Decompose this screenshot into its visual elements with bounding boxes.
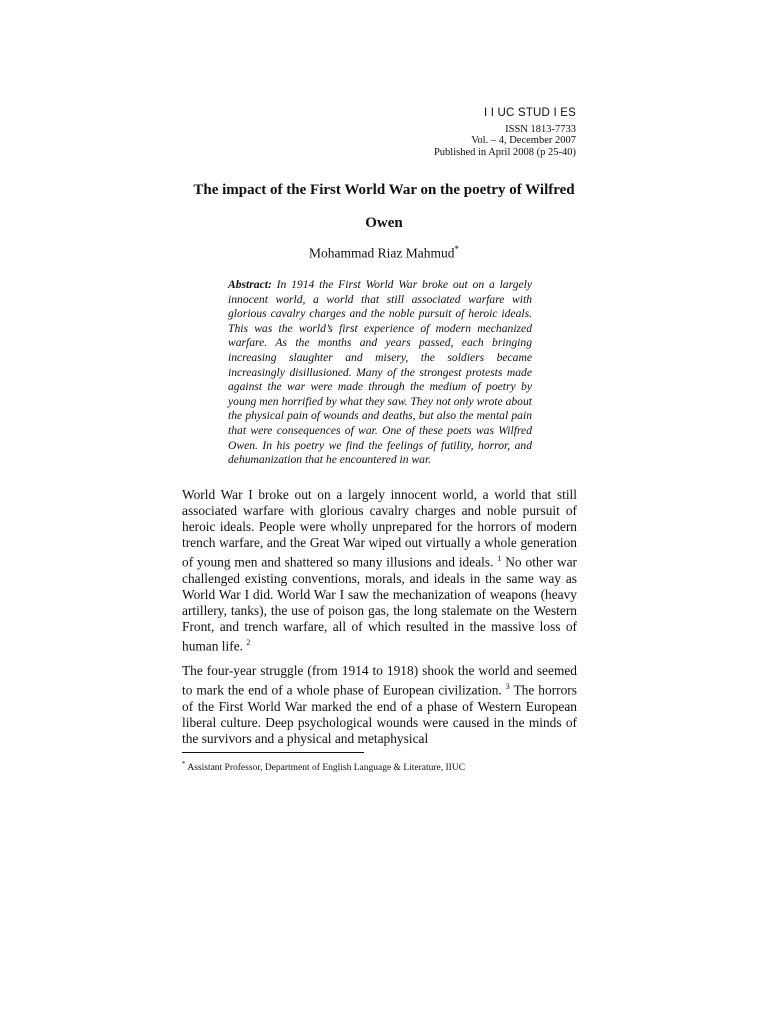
author-name: Mohammad Riaz Mahmud [309,245,455,261]
paragraph-text: No other war challenged existing conventions, morals, and ideals in the same way as World War I did. World War I saw the mechanization of weapons (heavy artillery, tanks), the use of poison gas, the long stalemate on the Western Front, and trench warfare, all of which resulted in the massive loss of human life. [182,554,577,654]
author-line [182,244,586,262]
journal-header [434,108,576,158]
paragraph [182,663,577,747]
paragraph-text: World War I broke out on a largely innocent world, a world that still associated warfare with glorious cavalry charges and noble pursuit of heroic ideals. People were wholly unprepared for the horrors of modern trench warfare, and the Great War wiped out virtually a whole generation of young men and shattered so many illusions and ideals. [182,487,577,570]
issn: ISSN 1813-7733 [505,123,576,135]
paragraph [182,487,577,655]
author-footnote-mark: * [454,244,459,254]
footnote-ref: 1 [497,554,502,564]
volume-info: Vol. – 4, December 2007 [471,135,576,146]
body-text [182,487,577,755]
abstract-label: Abstract: [228,278,272,291]
paper-title: The impact of the First World War on the poetry of Wilfred Owen [193,182,575,231]
footnote-ref: 3 [505,681,510,691]
paragraph-text: The horrors of the First World War marked the end of a phase of Western European liberal culture. Deep psychological wounds were caused in the minds of the survivors and a physical and metaphysical [182,682,577,746]
footnote-text: Assistant Professor, Department of English Language & Literature, IIUC [185,763,466,774]
abstract [228,278,532,468]
footnote-divider [182,752,364,753]
abstract-text: In 1914 the First World War broke out on a largely innocent world, a world that still associated warfare with glorious cavalry charges and the noble pursuit of heroic ideals. This was the world’s first experience of modern mechanized warfare. As the months and years passed, each bringing increasing slaughter and misery, the soldiers became increasingly disillusioned. Many of the strongest protests made against the war were made through the medium of poetry by young men horrified by what they saw. They not only wrote about the physical pain of wounds and deaths, but also the mental pain that were consequences of war. One of these poets was Wilfred Owen. In his poetry we find the feelings of futility, horror, and dehumanization that he encountered in war. [228,278,532,467]
publication-info: Published in April 2008 (p 25-40) [433,146,576,158]
footnote [182,760,465,773]
paragraph-text: The four-year struggle (from 1914 to 1918) shook the world and seemed to mark the end of a whole phase of European civilization. [182,662,577,698]
footnote-mark: * [182,760,186,768]
journal-name: I I UC STUD I ES [483,107,576,119]
footnote-ref: 2 [246,638,251,648]
